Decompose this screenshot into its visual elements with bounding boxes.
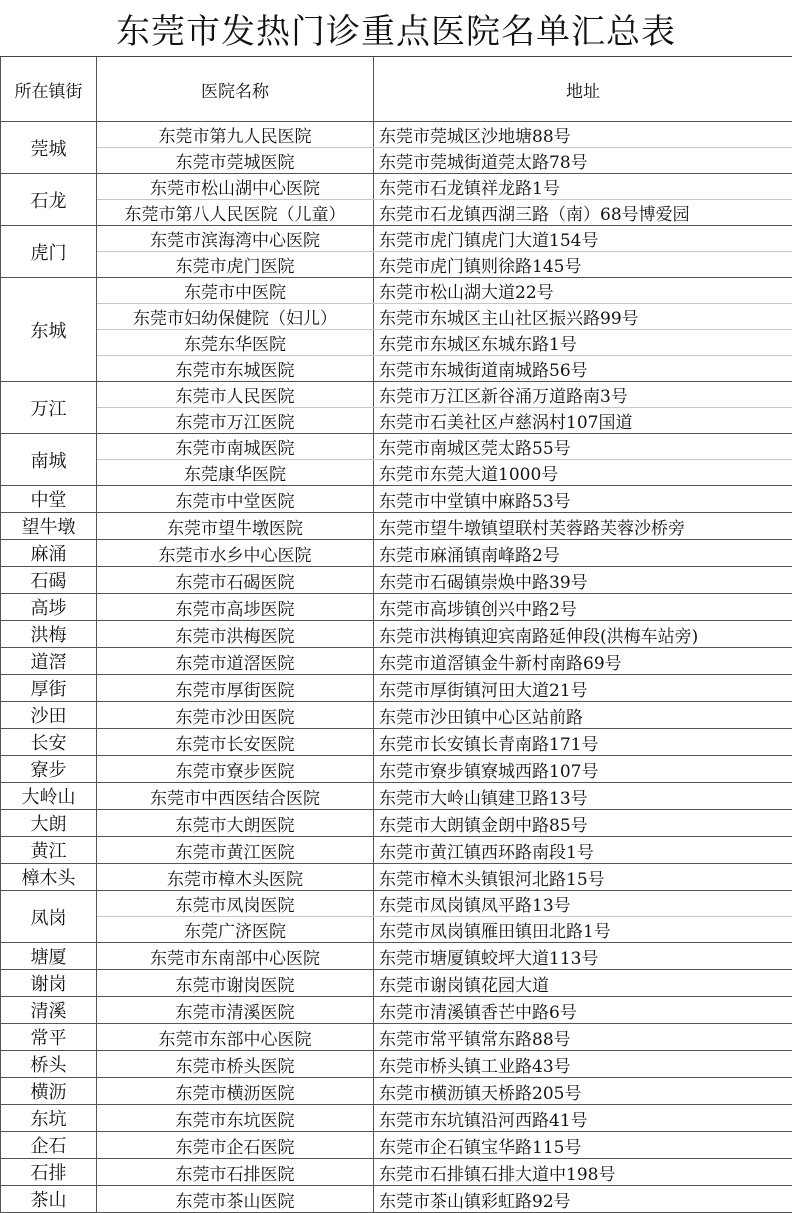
table-row xyxy=(1,122,792,148)
hospital-name-cell: 东莞市清溪医院 xyxy=(97,997,374,1024)
address-cell: 东莞市石龙镇西湖三路（南）68号博爱园 xyxy=(374,200,792,226)
hospital-name-cell: 东莞市莞城医院 xyxy=(97,148,374,174)
address-cell: 东莞市常平镇常东路88号 xyxy=(374,1024,792,1051)
table-row xyxy=(1,1132,792,1159)
town-cell: 桥头 xyxy=(1,1051,97,1078)
table-row xyxy=(1,148,792,174)
table-row xyxy=(1,460,792,486)
table-row xyxy=(1,997,792,1024)
hospital-name-cell: 东莞市望牛墩医院 xyxy=(97,513,374,540)
town-cell: 凤岗 xyxy=(1,891,97,943)
hospital-name-cell: 东莞市黄江医院 xyxy=(97,837,374,864)
hospital-name-cell: 东莞市东部中心医院 xyxy=(97,1024,374,1051)
table-row xyxy=(1,756,792,783)
town-cell: 石碣 xyxy=(1,567,97,594)
hospital-name-cell: 东莞市大朗医院 xyxy=(97,810,374,837)
table-row xyxy=(1,675,792,702)
hospital-name-cell: 东莞市妇幼保健院（妇儿） xyxy=(97,304,374,330)
town-cell: 中堂 xyxy=(1,486,97,513)
hospital-name-cell: 东莞市厚街医院 xyxy=(97,675,374,702)
hospital-name-cell: 东莞市谢岗医院 xyxy=(97,970,374,997)
hospital-name-cell: 东莞市第九人民医院 xyxy=(97,122,374,148)
address-cell: 东莞市东城区东城东路1号 xyxy=(374,330,792,356)
hospital-name-cell: 东莞市东坑医院 xyxy=(97,1105,374,1132)
town-cell: 寮步 xyxy=(1,756,97,783)
table-row xyxy=(1,434,792,460)
address-cell: 东莞市望牛墩镇望联村芙蓉路芙蓉沙桥旁 xyxy=(374,513,792,540)
hospital-name-cell: 东莞市虎门医院 xyxy=(97,252,374,278)
table-row xyxy=(1,226,792,252)
hospital-name-cell: 东莞市洪梅医院 xyxy=(97,621,374,648)
address-cell: 东莞市虎门镇则徐路145号 xyxy=(374,252,792,278)
address-cell: 东莞市东城街道南城路56号 xyxy=(374,356,792,382)
address-cell: 东莞市莞城区沙地塘88号 xyxy=(374,122,792,148)
town-cell: 企石 xyxy=(1,1132,97,1159)
town-cell: 麻涌 xyxy=(1,540,97,567)
hospital-name-cell: 东莞市长安医院 xyxy=(97,729,374,756)
address-cell: 东莞市石龙镇祥龙路1号 xyxy=(374,174,792,200)
table-row xyxy=(1,567,792,594)
address-cell: 东莞市塘厦镇蛟坪大道113号 xyxy=(374,943,792,970)
address-cell: 东莞市企石镇宝华路115号 xyxy=(374,1132,792,1159)
town-cell: 石排 xyxy=(1,1159,97,1186)
town-cell: 横沥 xyxy=(1,1078,97,1105)
hospital-name-cell: 东莞市樟木头医院 xyxy=(97,864,374,891)
hospital-name-cell: 东莞市横沥医院 xyxy=(97,1078,374,1105)
town-cell: 塘厦 xyxy=(1,943,97,970)
address-cell: 东莞市万江区新谷涌万道路南3号 xyxy=(374,382,792,408)
town-cell: 洪梅 xyxy=(1,621,97,648)
table-row xyxy=(1,1159,792,1186)
table-row xyxy=(1,1105,792,1132)
table-row xyxy=(1,330,792,356)
hospital-name-cell: 东莞市中西医结合医院 xyxy=(97,783,374,810)
address-cell: 东莞市凤岗镇雁田镇田北路1号 xyxy=(374,917,792,943)
hospital-name-cell: 东莞市企石医院 xyxy=(97,1132,374,1159)
table-row xyxy=(1,200,792,226)
address-cell: 东莞市寮步镇寮城西路107号 xyxy=(374,756,792,783)
table-row xyxy=(1,356,792,382)
table-row xyxy=(1,1051,792,1078)
table-row xyxy=(1,729,792,756)
address-cell: 东莞市高埗镇创兴中路2号 xyxy=(374,594,792,621)
table-row xyxy=(1,702,792,729)
address-cell: 东莞市道滘镇金牛新村南路69号 xyxy=(374,648,792,675)
hospital-name-cell: 东莞康华医院 xyxy=(97,460,374,486)
address-cell: 东莞市东城区主山社区振兴路99号 xyxy=(374,304,792,330)
town-cell: 莞城 xyxy=(1,122,97,174)
table-row xyxy=(1,1186,792,1213)
table-row xyxy=(1,540,792,567)
town-cell: 虎门 xyxy=(1,226,97,278)
hospital-name-cell: 东莞市东南部中心医院 xyxy=(97,943,374,970)
address-cell: 东莞市凤岗镇凤平路13号 xyxy=(374,891,792,917)
address-cell: 东莞市横沥镇天桥路205号 xyxy=(374,1078,792,1105)
header-hospital-name: 医院名称 xyxy=(97,57,374,122)
town-cell: 望牛墩 xyxy=(1,513,97,540)
town-cell: 清溪 xyxy=(1,997,97,1024)
town-cell: 万江 xyxy=(1,382,97,434)
town-cell: 大岭山 xyxy=(1,783,97,810)
table-row xyxy=(1,1078,792,1105)
hospital-name-cell: 东莞市石排医院 xyxy=(97,1159,374,1186)
table-row xyxy=(1,917,792,943)
table-row xyxy=(1,594,792,621)
table-body xyxy=(1,122,792,1213)
hospital-name-cell: 东莞市滨海湾中心医院 xyxy=(97,226,374,252)
town-cell: 大朗 xyxy=(1,810,97,837)
town-cell: 沙田 xyxy=(1,702,97,729)
table-row xyxy=(1,970,792,997)
address-cell: 东莞市东坑镇沿河西路41号 xyxy=(374,1105,792,1132)
address-cell: 东莞市桥头镇工业路43号 xyxy=(374,1051,792,1078)
address-cell: 东莞市东莞大道1000号 xyxy=(374,460,792,486)
address-cell: 东莞市长安镇长青南路171号 xyxy=(374,729,792,756)
town-cell: 黄江 xyxy=(1,837,97,864)
address-cell: 东莞市中堂镇中麻路53号 xyxy=(374,486,792,513)
address-cell: 东莞市莞城街道莞太路78号 xyxy=(374,148,792,174)
table-row xyxy=(1,408,792,434)
hospital-name-cell: 东莞市水乡中心医院 xyxy=(97,540,374,567)
hospital-name-cell: 东莞市中医院 xyxy=(97,278,374,304)
hospital-name-cell: 东莞市沙田医院 xyxy=(97,702,374,729)
town-cell: 厚街 xyxy=(1,675,97,702)
table-row xyxy=(1,278,792,304)
address-cell: 东莞市松山湖大道22号 xyxy=(374,278,792,304)
address-cell: 东莞市石排镇石排大道中198号 xyxy=(374,1159,792,1186)
hospital-table xyxy=(0,57,792,1213)
town-cell: 南城 xyxy=(1,434,97,486)
town-cell: 东城 xyxy=(1,278,97,382)
table-row xyxy=(1,837,792,864)
hospital-name-cell: 东莞市茶山医院 xyxy=(97,1186,374,1213)
hospital-name-cell: 东莞市东城医院 xyxy=(97,356,374,382)
town-cell: 道滘 xyxy=(1,648,97,675)
address-cell: 东莞市南城区莞太路55号 xyxy=(374,434,792,460)
town-cell: 石龙 xyxy=(1,174,97,226)
table-row xyxy=(1,513,792,540)
table-row xyxy=(1,252,792,278)
table-row xyxy=(1,891,792,917)
town-cell: 高埗 xyxy=(1,594,97,621)
hospital-name-cell: 东莞市道滘医院 xyxy=(97,648,374,675)
town-cell: 茶山 xyxy=(1,1186,97,1213)
address-cell: 东莞市石碣镇崇焕中路39号 xyxy=(374,567,792,594)
address-cell: 东莞市大朗镇金朗中路85号 xyxy=(374,810,792,837)
hospital-name-cell: 东莞市寮步医院 xyxy=(97,756,374,783)
header-address: 地址 xyxy=(374,57,792,122)
address-cell: 东莞市虎门镇虎门大道154号 xyxy=(374,226,792,252)
sheet-title: 东莞市发热门诊重点医院名单汇总表 xyxy=(0,0,792,57)
table-row xyxy=(1,943,792,970)
hospital-name-cell: 东莞市万江医院 xyxy=(97,408,374,434)
hospital-name-cell: 东莞市中堂医院 xyxy=(97,486,374,513)
town-cell: 东坑 xyxy=(1,1105,97,1132)
table-row xyxy=(1,648,792,675)
table-row xyxy=(1,864,792,891)
town-cell: 谢岗 xyxy=(1,970,97,997)
table-row xyxy=(1,621,792,648)
address-cell: 东莞市清溪镇香芒中路6号 xyxy=(374,997,792,1024)
town-cell: 樟木头 xyxy=(1,864,97,891)
hospital-name-cell: 东莞市高埗医院 xyxy=(97,594,374,621)
hospital-name-cell: 东莞市凤岗医院 xyxy=(97,891,374,917)
address-cell: 东莞市黄江镇西环路南段1号 xyxy=(374,837,792,864)
table-row xyxy=(1,783,792,810)
table-row xyxy=(1,486,792,513)
hospital-name-cell: 东莞市桥头医院 xyxy=(97,1051,374,1078)
hospital-name-cell: 东莞市南城医院 xyxy=(97,434,374,460)
hospital-name-cell: 东莞市人民医院 xyxy=(97,382,374,408)
hospital-name-cell: 东莞市第八人民医院（儿童） xyxy=(97,200,374,226)
hospital-name-cell: 东莞市石碣医院 xyxy=(97,567,374,594)
address-cell: 东莞市大岭山镇建卫路13号 xyxy=(374,783,792,810)
hospital-name-cell: 东莞广济医院 xyxy=(97,917,374,943)
header-row xyxy=(1,57,792,122)
address-cell: 东莞市洪梅镇迎宾南路延伸段(洪梅车站旁) xyxy=(374,621,792,648)
hospital-name-cell: 东莞东华医院 xyxy=(97,330,374,356)
town-cell: 长安 xyxy=(1,729,97,756)
table-row xyxy=(1,810,792,837)
table-row xyxy=(1,1024,792,1051)
address-cell: 东莞市茶山镇彩虹路92号 xyxy=(374,1186,792,1213)
table-row xyxy=(1,304,792,330)
town-cell: 常平 xyxy=(1,1024,97,1051)
hospital-name-cell: 东莞市松山湖中心医院 xyxy=(97,174,374,200)
header-town: 所在镇街 xyxy=(1,57,97,122)
address-cell: 东莞市谢岗镇花园大道 xyxy=(374,970,792,997)
address-cell: 东莞市樟木头镇银河北路15号 xyxy=(374,864,792,891)
address-cell: 东莞市麻涌镇南峰路2号 xyxy=(374,540,792,567)
address-cell: 东莞市厚街镇河田大道21号 xyxy=(374,675,792,702)
table-row xyxy=(1,382,792,408)
address-cell: 东莞市石美社区卢慈涡村107国道 xyxy=(374,408,792,434)
table-row xyxy=(1,174,792,200)
address-cell: 东莞市沙田镇中心区站前路 xyxy=(374,702,792,729)
